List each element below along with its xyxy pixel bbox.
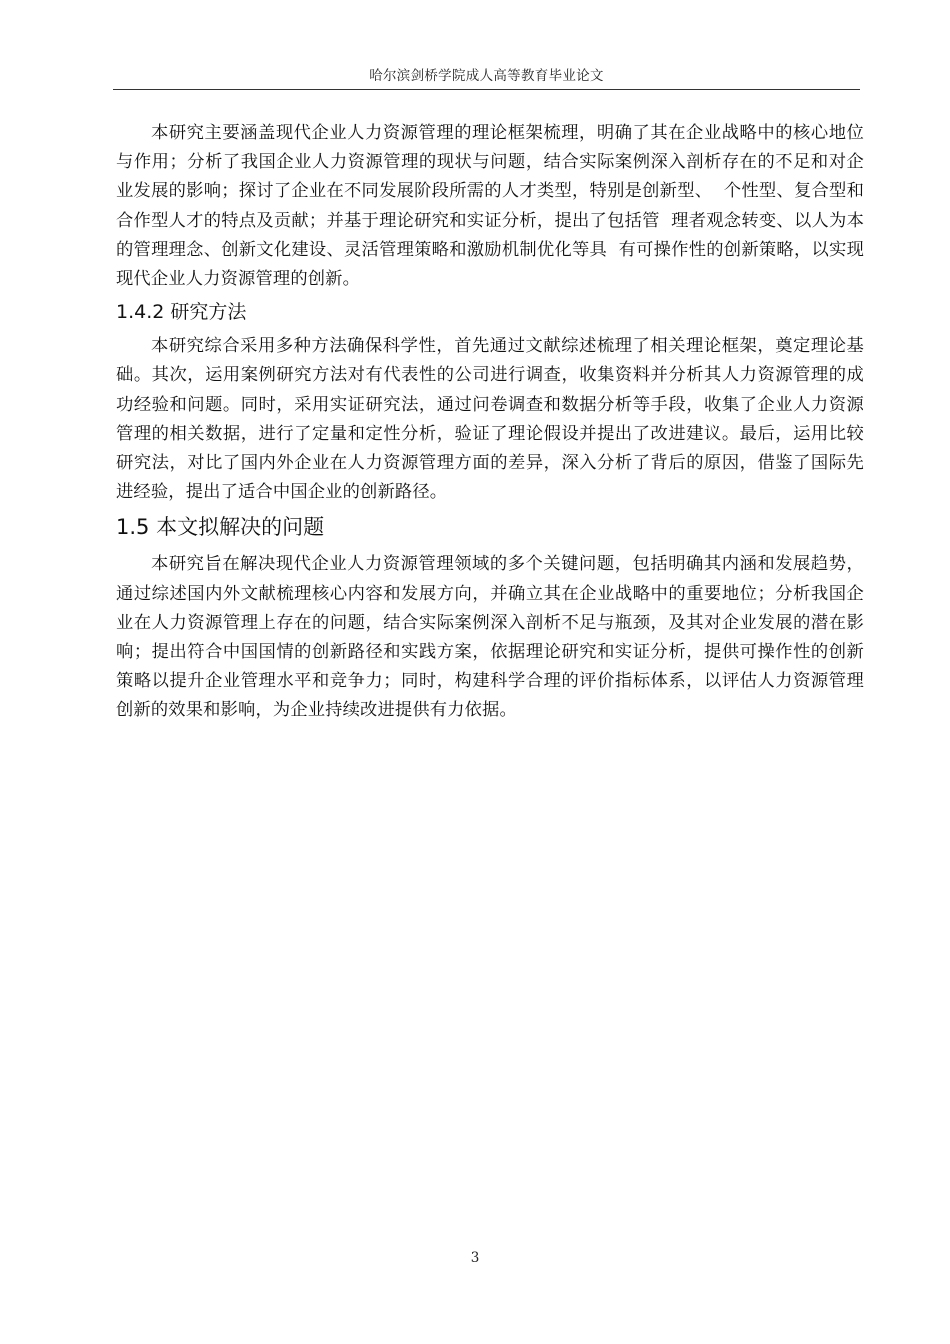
section-heading-problems-to-solve: 1.5 本文拟解决的问题 bbox=[116, 515, 325, 540]
body-paragraph-scope: 本研究主要涵盖现代企业人力资源管理的理论框架梳理，明确了其在企业战略中的核心地位与作用；分析了我国企业人力资源管理的现状与问题，结合实际案例深入剖析存在的不足和对企业发展的影响；探讨了企业在不同发展阶段所需的人才类型，特别是创新型、 个性型、复合型和合作型人才的特点及贡献；并基于理论研究和实证分析，提出了包括管 理者观念转变、以人为本的管理理念、创新文化建设、灵活管理策略和激励机制优化等具 有可操作性的创新策略，以实现现代企业人力资源管理的创新。 bbox=[116, 123, 864, 290]
section-heading-research-methods: 1.4.2 研究方法 bbox=[116, 301, 247, 324]
body-paragraph-research-methods: 本研究综合采用多种方法确保科学性，首先通过文献综述梳理了相关理论框架，奠定理论基础。其次，运用案例研究方法对有代表性的公司进行调查，收集资料并分析其人力资源管理的成功经验和问题。同时，采用实证研究法，通过问卷调查和数据分析等手段，收集了企业人力资源管理的相关数据，进行了定量和定性分析，验证了理论假设并提出了改进建议。最后，运用比较研究法，对比了国内外企业在人力资源管理方面的差异，深入分析了背后的原因，借鉴了国际先进经验，提出了适合中国企业的创新路径。 bbox=[116, 336, 864, 503]
page-body bbox=[116, 119, 864, 726]
page-number: 3 bbox=[470, 1250, 480, 1266]
running-header: 哈尔滨剑桥学院成人高等教育毕业论文 bbox=[113, 66, 860, 90]
body-paragraph-problems-to-solve: 本研究旨在解决现代企业人力资源管理领域的多个关键问题，包括明确其内涵和发展趋势，通过综述国内外文献梳理核心内容和发展方向，并确立其在企业战略中的重要地位；分析我国企业在人力资源管理上存在的问题，结合实际案例深入剖析不足与瓶颈，及其对企业发展的潜在影响；提出符合中国国情的创新路径和实践方案，依据理论研究和实证分析，提供可操作性的创新策略以提升企业管理水平和竞争力；同时，构建科学合理的评价指标体系，以评估人力资源管理创新的效果和影响，为企业持续改进提供有力依据。 bbox=[116, 554, 864, 721]
